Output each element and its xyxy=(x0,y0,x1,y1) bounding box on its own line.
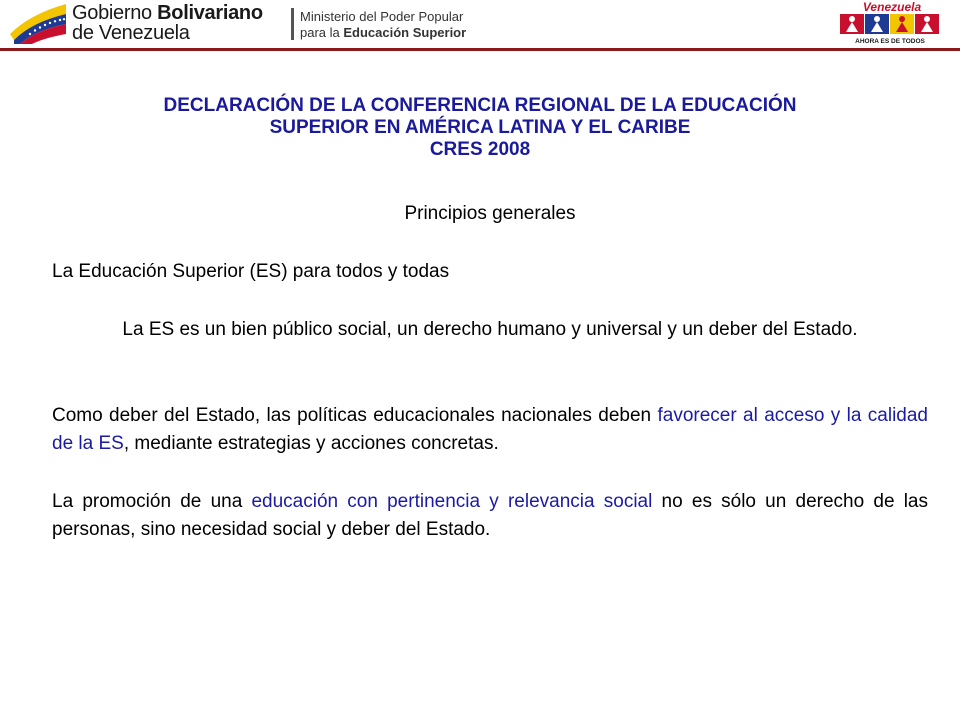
page-title-line1: DECLARACIÓN DE LA CONFERENCIA REGIONAL DE LA EDUCACIÓN xyxy=(163,95,797,116)
venezuela-flag-logo-icon xyxy=(10,4,66,44)
principle-paragraph-1: La Educación Superior (ES) para todos y todas xyxy=(52,261,450,282)
header-separator xyxy=(291,8,294,40)
header-banner xyxy=(0,0,960,48)
venezuela-ahora-es-de-todos-logo-icon xyxy=(834,0,950,48)
highlight-pertinence-relevance: educación con pertinencia y relevancia social xyxy=(251,491,653,512)
header-divider-line xyxy=(0,48,960,51)
government-name-line1: Gobierno Bolivariano xyxy=(72,2,263,24)
principle-paragraph-4: La promoción de una educación con pertinencia y relevancia social no es sólo un derecho de las personas, sino necesidad social y deber del Estado. xyxy=(52,491,928,540)
section-subtitle: Principios generales xyxy=(404,203,576,224)
ministry-name-line1: Ministerio del Poder Popular xyxy=(300,9,464,24)
page-title-line2: SUPERIOR EN AMÉRICA LATINA Y EL CARIBE xyxy=(269,117,691,138)
venezuela-logo-tagline: AHORA ES DE TODOS xyxy=(855,38,925,45)
government-name-line2: de Venezuela xyxy=(72,22,190,44)
principle-paragraph-3: Como deber del Estado, las políticas educacionales nacionales deben favorecer al acceso y la calidad de la ES, mediante estrategias y acciones concretas. xyxy=(52,405,928,454)
page-title-line3: CRES 2008 xyxy=(429,139,531,160)
highlight-access-quality: favorecer al acceso y la calidad de la ES xyxy=(52,405,928,454)
venezuela-logo-word: Venezuela xyxy=(862,0,922,14)
ministry-name-line2: para la Educación Superior xyxy=(300,25,467,40)
principle-paragraph-2: La ES es un bien público social, un derecho humano y universal y un deber del Estado. xyxy=(122,319,858,340)
